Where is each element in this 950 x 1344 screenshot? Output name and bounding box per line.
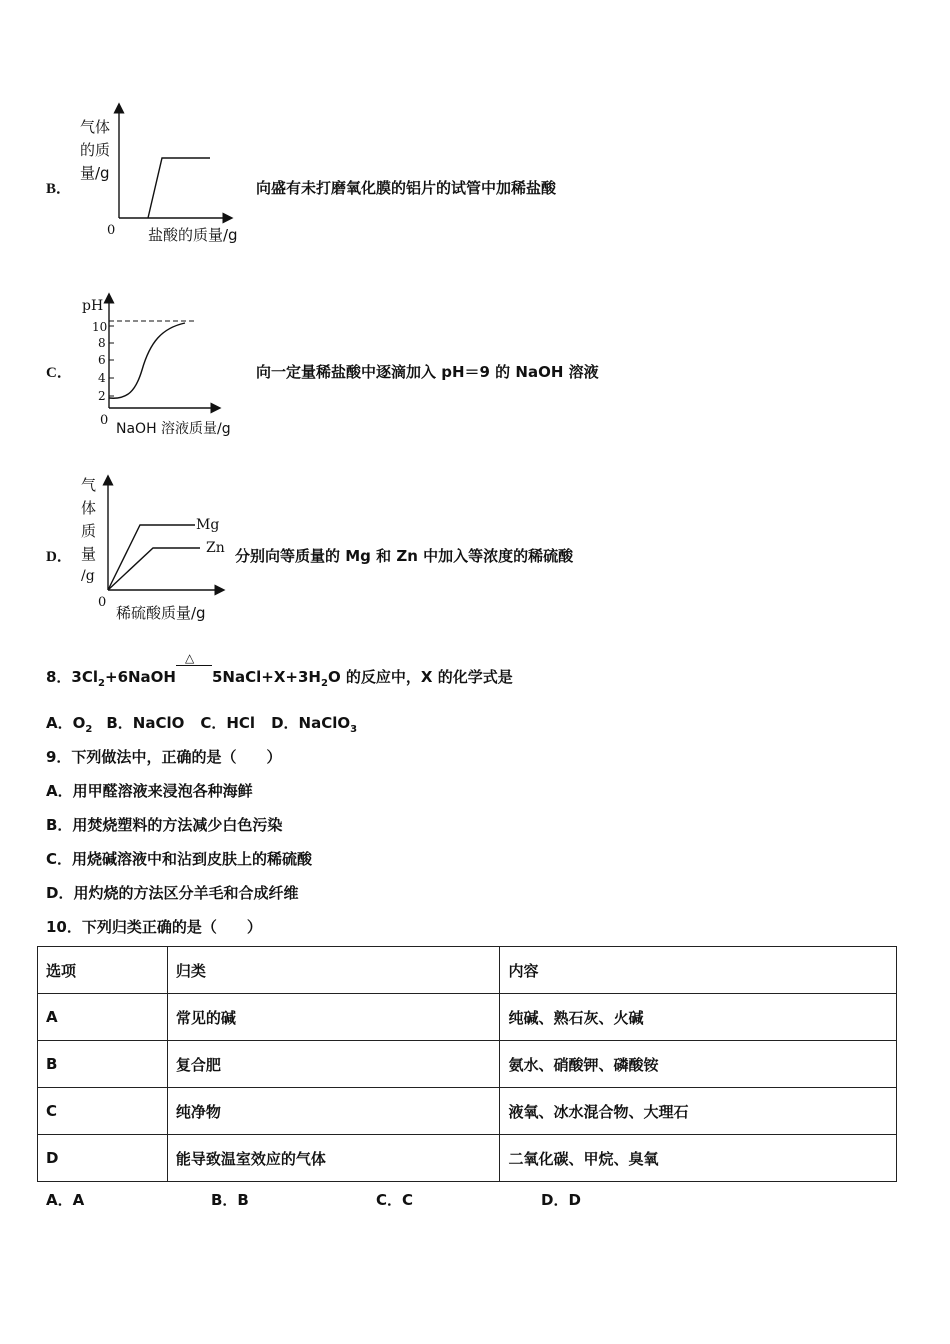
- graph-d-curve-zn: [108, 548, 200, 590]
- option-b-description: 向盛有未打磨氧化膜的铝片的试管中加稀盐酸: [256, 179, 557, 197]
- graph-d-curve-mg: [108, 525, 195, 590]
- graph-d-label-zn: Zn: [206, 540, 225, 556]
- q8-sub2: 2: [320, 678, 328, 689]
- q8-suffix: O 的反应中，X 的化学式是: [327, 668, 513, 686]
- table-row: [38, 994, 897, 1041]
- graph-d-xlabel: 稀硫酸质量/g: [116, 604, 206, 622]
- q8-prefix: 8．3Cl: [46, 668, 99, 686]
- q8-condition-wrap: [176, 651, 212, 682]
- table-row: [38, 1041, 897, 1088]
- table-row: [38, 1088, 897, 1135]
- q8-options: [46, 712, 357, 735]
- q9-option-a: A．用甲醛溶液来浸泡各种海鲜: [46, 782, 253, 800]
- graph-c: [70, 290, 260, 440]
- graph-d-ylabel-4: 量: [81, 545, 97, 563]
- table-header-cell: 选项: [38, 947, 168, 994]
- table-cell: 氨水、硝酸钾、磷酸铵: [500, 1041, 897, 1088]
- q8-stem: [46, 651, 513, 689]
- graph-c-ytick-8: 8: [98, 336, 106, 350]
- graph-d-ylabel-2: 体: [81, 499, 97, 517]
- option-c-description: 向一定量稀盐酸中逐滴加入 pH＝9 的 NaOH 溶液: [256, 363, 599, 381]
- table-cell: 液氧、冰水混合物、大理石: [500, 1088, 897, 1135]
- table-cell: 能导致温室效应的气体: [167, 1135, 500, 1182]
- option-b-letter: B．: [46, 181, 72, 197]
- table-header-cell: 内容: [500, 947, 897, 994]
- q8-condition: △: [185, 651, 195, 665]
- q10-answer-a: A．A: [46, 1191, 85, 1209]
- graph-d-ylabel-3: 质: [81, 522, 97, 540]
- table-row: [38, 1135, 897, 1182]
- graph-d-ylabel-5: /g: [81, 568, 95, 584]
- q8-option-c: C．HCl: [200, 714, 256, 732]
- table-cell: B: [38, 1041, 168, 1088]
- graph-b-ylabel-3: 量/g: [80, 164, 110, 182]
- graph-c-xlabel: NaOH 溶液质量/g: [116, 421, 231, 437]
- option-c-letter: C．: [46, 365, 72, 381]
- graph-b-ylabel-1: 气体: [80, 118, 111, 136]
- table-cell: D: [38, 1135, 168, 1182]
- graph-c-ytick-2: 2: [98, 389, 106, 403]
- q8-option-d-sub: 3: [350, 724, 358, 735]
- q9-option-d: D．用灼烧的方法区分羊毛和合成纤维: [46, 884, 299, 902]
- graph-c-ylabel: pH: [82, 298, 104, 314]
- q10-answer-c: C．C: [376, 1191, 414, 1209]
- graph-d-origin: 0: [98, 595, 107, 610]
- q10-answer-b: B．B: [211, 1191, 249, 1209]
- q8-sub1: 2: [98, 678, 105, 689]
- q8-option-d: D．NaClO: [271, 714, 351, 732]
- table-cell: 常见的碱: [167, 994, 500, 1041]
- graph-c-ytick-10: 10: [92, 320, 108, 334]
- table-cell: C: [38, 1088, 168, 1135]
- graph-c-curve: [109, 323, 185, 398]
- table-cell: 复合肥: [167, 1041, 500, 1088]
- graph-d: [70, 470, 240, 630]
- graph-c-origin: 0: [100, 413, 109, 428]
- q10-stem: 10．下列归类正确的是（ ）: [46, 918, 262, 936]
- q10-answer-d: D．D: [541, 1191, 581, 1209]
- table-cell: 纯碱、熟石灰、火碱: [500, 994, 897, 1041]
- q8-option-a-sub: 2: [85, 724, 93, 735]
- graph-b-xlabel: 盐酸的质量/g: [148, 226, 238, 244]
- graph-b-origin: 0: [107, 223, 116, 238]
- graph-d-ylabel-1: 气: [81, 476, 97, 494]
- option-d-letter: D．: [46, 549, 72, 565]
- q9-option-b: B．用焚烧塑料的方法减少白色污染: [46, 816, 283, 834]
- table-cell: A: [38, 994, 168, 1041]
- q8-option-a: A．O: [46, 714, 86, 732]
- option-d-description: 分别向等质量的 Mg 和 Zn 中加入等浓度的稀硫酸: [235, 547, 574, 565]
- q8-equals-line: [176, 665, 212, 666]
- q9-stem: 9．下列做法中，正确的是（ ）: [46, 748, 282, 766]
- q8-option-b: B．NaClO: [106, 714, 185, 732]
- table-cell: 纯净物: [167, 1088, 500, 1135]
- q8-mid: +6NaOH: [105, 668, 176, 686]
- graph-d-label-mg: Mg: [196, 517, 220, 533]
- q8-products: 5NaCl+X+3H: [212, 668, 321, 686]
- graph-b: [70, 100, 260, 250]
- q10-table: [37, 946, 897, 1182]
- graph-b-curve: [148, 158, 210, 218]
- table-header-row: [38, 947, 897, 994]
- graph-b-ylabel-2: 的质: [80, 141, 111, 159]
- table-cell: 二氧化碳、甲烷、臭氧: [500, 1135, 897, 1182]
- q9-option-c: C．用烧碱溶液中和沾到皮肤上的稀硫酸: [46, 850, 313, 868]
- graph-c-ytick-4: 4: [98, 371, 106, 385]
- graph-c-ytick-6: 6: [98, 353, 106, 367]
- table-header-cell: 归类: [167, 947, 500, 994]
